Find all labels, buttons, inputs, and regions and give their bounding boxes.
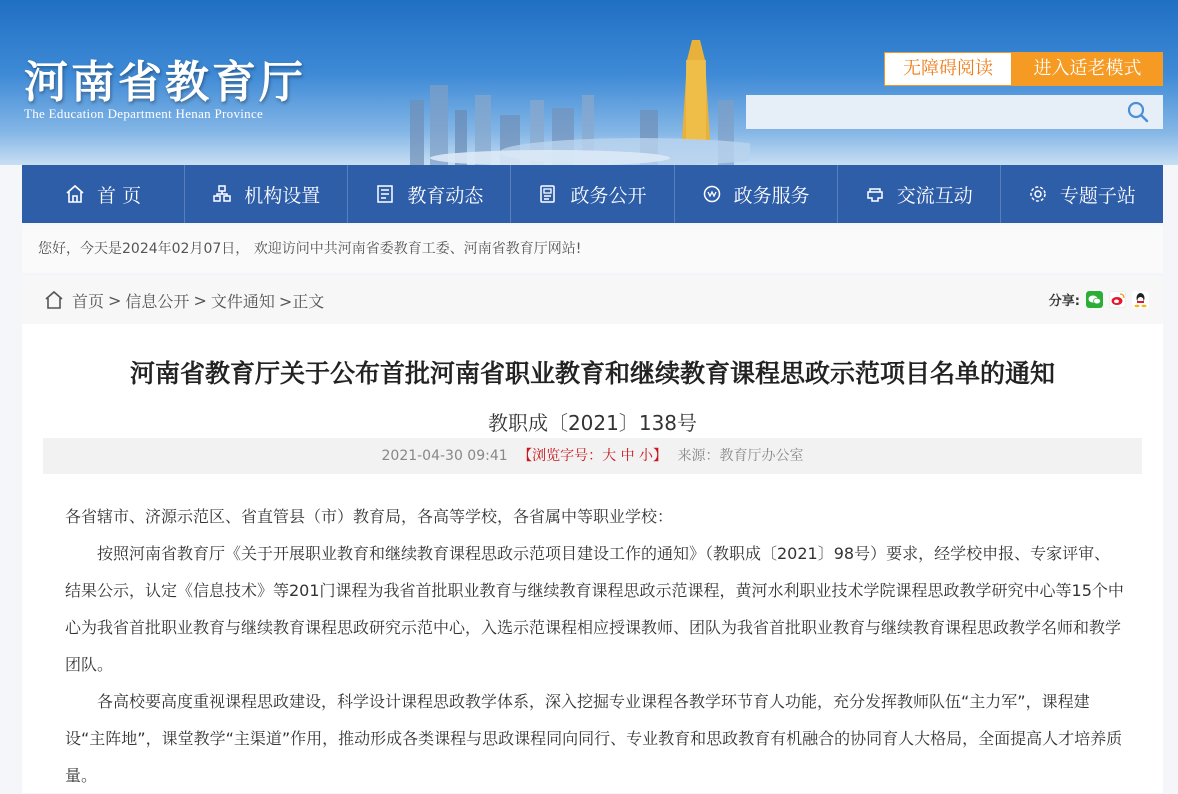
article-paragraph: 各省辖市、济源示范区、省直管县（市）教育局，各高等学校，各省属中等职业学校：	[65, 507, 674, 526]
document-number: 教职成〔2021〕138号	[487, 411, 698, 435]
wechat-icon[interactable]	[1086, 291, 1103, 308]
welcome-banner: 您好，今天是2024年02月07日， 欢迎访问中共河南省委教育工委、河南省教育厅网站!	[22, 225, 1163, 273]
breadcrumb-separator: >	[193, 290, 207, 310]
publish-datetime: 2021-04-30 09:41	[381, 448, 508, 464]
article-body	[65, 498, 1125, 794]
home-icon	[65, 184, 85, 204]
article-title: 河南省教育厅关于公布首批河南省职业教育和继续教育课程思政示范项目名单的通知	[129, 359, 1055, 388]
nav-item-label: 专题子站	[1059, 184, 1136, 207]
breadcrumb-current: >正文	[278, 291, 325, 311]
article-meta	[43, 438, 1142, 474]
nav-item-label: 交流互动	[896, 184, 973, 207]
breadcrumb-bar	[22, 276, 1163, 324]
gov-open-icon	[538, 184, 558, 204]
org-icon	[212, 184, 232, 204]
elder-mode-button[interactable]: 进入适老模式	[1012, 52, 1163, 86]
nav-item-news[interactable]	[348, 165, 511, 223]
news-icon	[375, 184, 395, 204]
nav-item-label: 首 页	[97, 184, 142, 207]
nav-item-gov-open[interactable]	[511, 165, 674, 223]
search-input[interactable]	[746, 95, 1163, 129]
breadcrumb-home-link[interactable]: 首页	[72, 291, 105, 311]
qq-icon[interactable]	[1132, 291, 1149, 308]
city-skyline-banner	[400, 40, 750, 165]
home-icon	[44, 290, 64, 310]
nav-item-label: 教育动态	[407, 184, 484, 207]
article-paragraph: 各高校要高度重视课程思政建设，科学设计课程思政教学体系，深入挖掘专业课程各教学环节育人功能，充分发挥教师队伍“主力军”，课程建设“主阵地”，课堂教学“主渠道”作用，推动形成各类课程与思政课程同向同行、专业教育和思政教育有机融合的协同育人大格局，全面提高人才培养质量。	[65, 692, 1123, 785]
site-header	[0, 0, 1178, 165]
nav-item-label: 机构设置	[244, 184, 321, 207]
font-size-switch[interactable]: 【浏览字号：大 中 小】	[518, 448, 668, 464]
nav-item-service[interactable]	[675, 165, 838, 223]
share-label: 分享:	[1048, 294, 1080, 309]
nav-item-label: 政务公开	[570, 184, 647, 207]
nav-item-interact[interactable]	[838, 165, 1001, 223]
weibo-icon[interactable]	[1109, 291, 1126, 308]
breadcrumb	[44, 289, 328, 312]
subsite-icon	[1028, 184, 1048, 204]
nav-item-home[interactable]	[22, 165, 185, 223]
main-nav	[22, 165, 1163, 223]
nav-item-organization[interactable]	[185, 165, 348, 223]
article-source: 来源：教育厅办公室	[677, 448, 804, 464]
article-paragraph: 按照河南省教育厅《关于开展职业教育和继续教育课程思政示范项目建设工作的通知》（教职成〔2021〕98号）要求，经学校申报、专家评审、结果公示，认定《信息技术》等201门课程为我省首批职业教育与继续教育课程思政示范课程，黄河水利职业技术学院课程思政教学研究中心等15个中心为我省首批职业教育与继续教育课程思政研究示范中心，入选示范课程相应授课教师、团队为我省首批职业教育与继续教育课程思政教学名师和教学团队。	[65, 544, 1124, 674]
service-icon	[702, 184, 722, 204]
search-icon[interactable]	[1126, 100, 1150, 124]
breadcrumb-notice-link[interactable]: 文件通知	[210, 291, 275, 311]
interact-icon	[865, 184, 885, 204]
share-bar	[1049, 290, 1149, 309]
nav-item-subsite[interactable]	[1001, 165, 1163, 223]
breadcrumb-separator: >	[108, 290, 122, 310]
breadcrumb-info-link[interactable]: 信息公开	[125, 291, 190, 311]
site-logo-title[interactable]: 河南省教育厅	[24, 57, 306, 108]
site-logo-subtitle: The Education Department Henan Province	[24, 106, 264, 121]
nav-item-label: 政务服务	[733, 184, 810, 207]
accessible-reading-button[interactable]: 无障碍阅读	[884, 52, 1012, 86]
article-panel	[22, 276, 1163, 793]
